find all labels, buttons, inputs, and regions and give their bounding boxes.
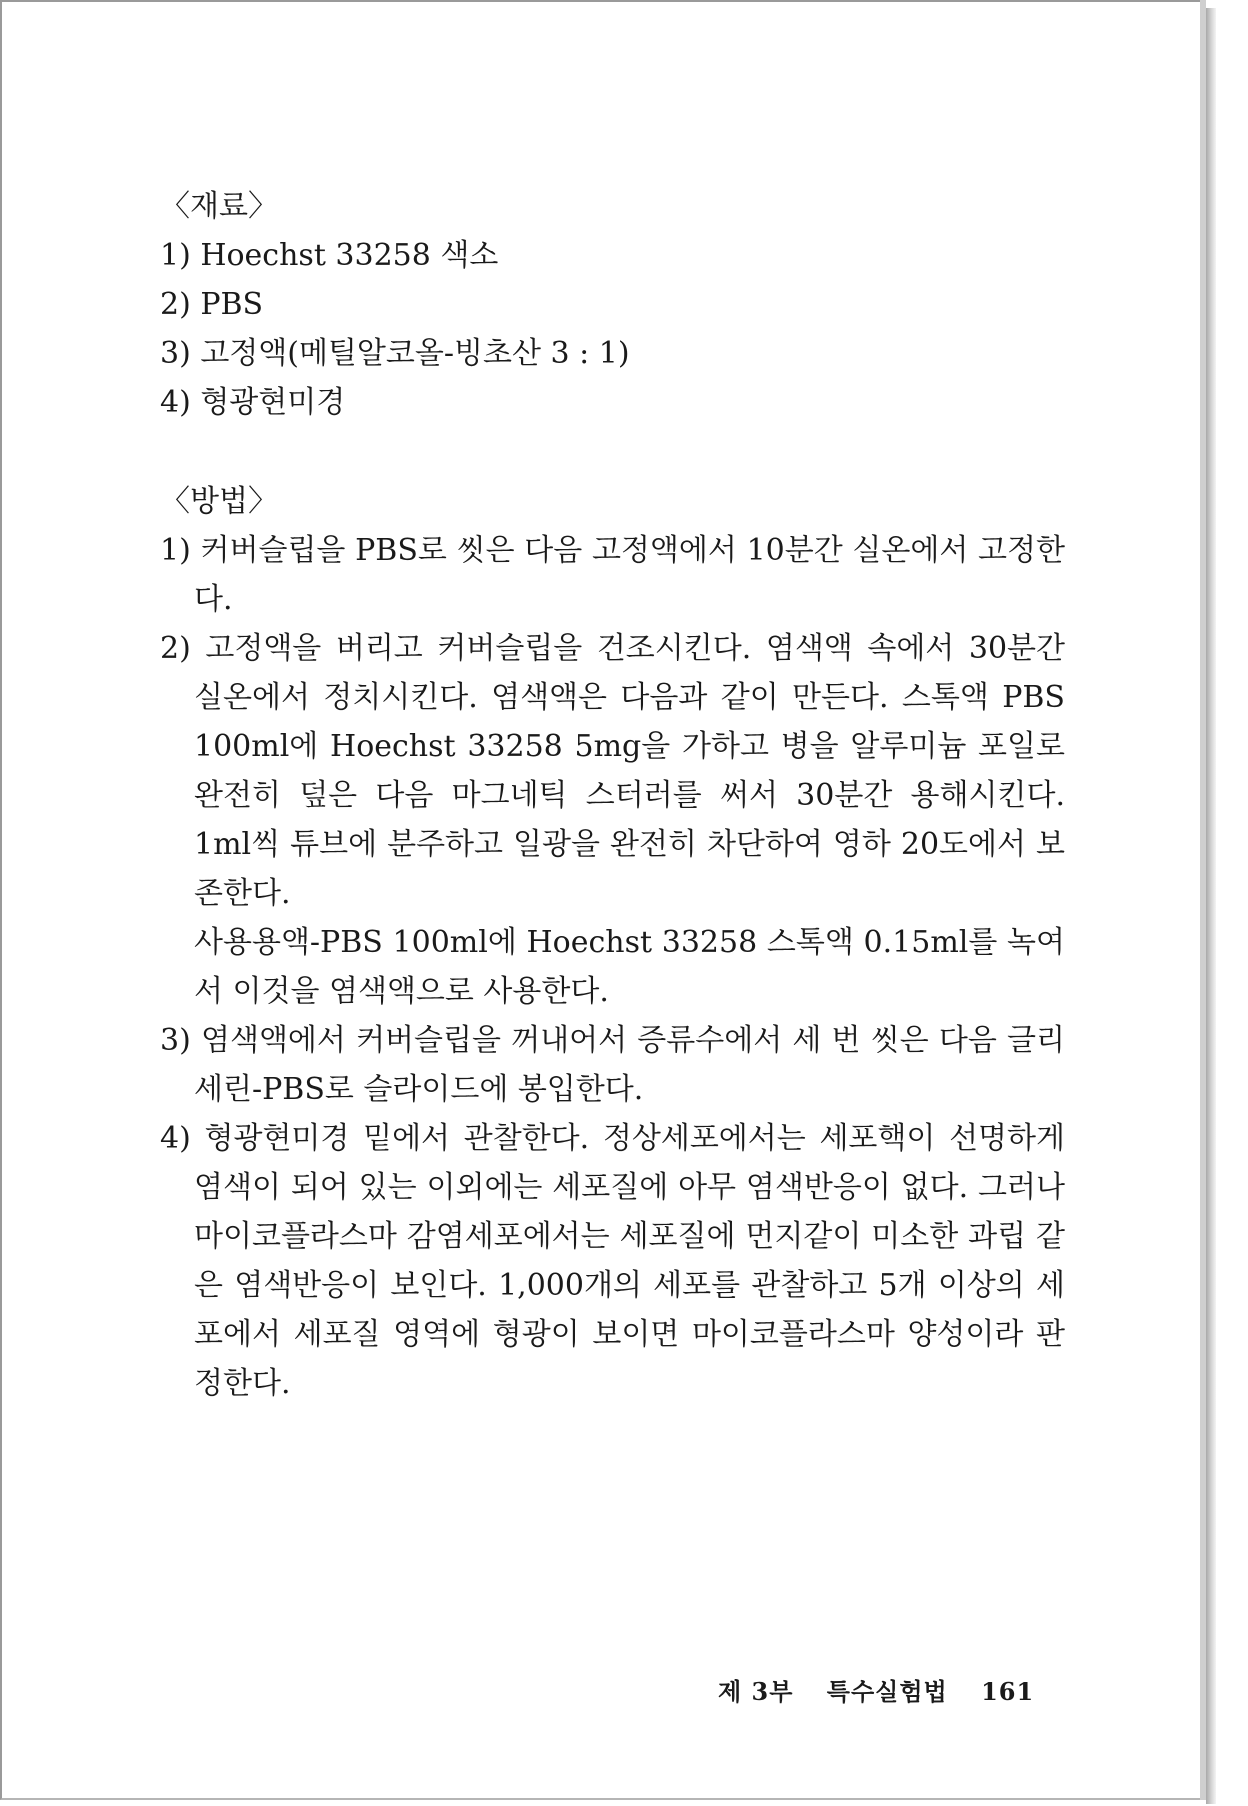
materials-item: 2) PBS xyxy=(160,287,264,322)
page-number: 161 xyxy=(981,1677,1035,1706)
materials-list xyxy=(160,231,1065,427)
method-step-1: 1) 커버슬립을 PBS로 씻은 다음 고정액에서 10분간 실온에서 고정한다. xyxy=(160,533,1065,617)
materials-heading: 〈재료〉 xyxy=(160,189,278,224)
page-shadow xyxy=(1206,8,1216,1804)
method-step-2: 2) 고정액을 버리고 커버슬립을 건조시킨다. 염색액 속에서 30분간 실온에서 정치시킨다. 염색액은 다음과 같이 만든다. 스톡액 PBS 100ml에 Hoechst 33258 5mg을 가하고 병을 알루미늄 포일로 완전히 덮은 다음 마그네틱 스터러를 써서 30분간 용해시킨다. 1ml씩 튜브에 분주하고 일광을 완전히 차단하여 영하 20도에서 보존한다. xyxy=(160,631,1065,911)
footer-part: 제 3부 xyxy=(718,1677,794,1706)
materials-item: 1) Hoechst 33258 색소 xyxy=(160,238,499,273)
method-step-2-block xyxy=(160,624,1065,1016)
footer-section-title: 특수실험법 xyxy=(826,1677,948,1706)
method-step-2-working-solution: 사용용액-PBS 100ml에 Hoechst 33258 스톡액 0.15ml를 녹여서 이것을 염색액으로 사용한다. xyxy=(194,925,1065,1009)
materials-item: 3) 고정액(메틸알코올-빙초산 3 : 1) xyxy=(160,336,630,371)
section-gap xyxy=(160,427,1065,477)
materials-item: 4) 형광현미경 xyxy=(160,385,346,420)
method-heading: 〈방법〉 xyxy=(160,484,278,519)
method-step-3: 3) 염색액에서 커버슬립을 꺼내어서 증류수에서 세 번 씻은 다음 글리세린-PBS로 슬라이드에 봉입한다. xyxy=(160,1023,1065,1107)
page-body xyxy=(160,182,1065,1408)
page-footer xyxy=(718,1672,1034,1707)
method-step-4: 4) 형광현미경 밑에서 관찰한다. 정상세포에서는 세포핵이 선명하게 염색이 되어 있는 이외에는 세포질에 아무 염색반응이 없다. 그러나 마이코플라스마 감염세포에서는 세포질에 먼지같이 미소한 과립 같은 염색반응이 보인다. 1,000개의 세포를 관찰하고 5개 이상의 세포에서 세포질 영역에 형광이 보이면 마이코플라스마 양성이라 판정한다. xyxy=(160,1121,1065,1401)
